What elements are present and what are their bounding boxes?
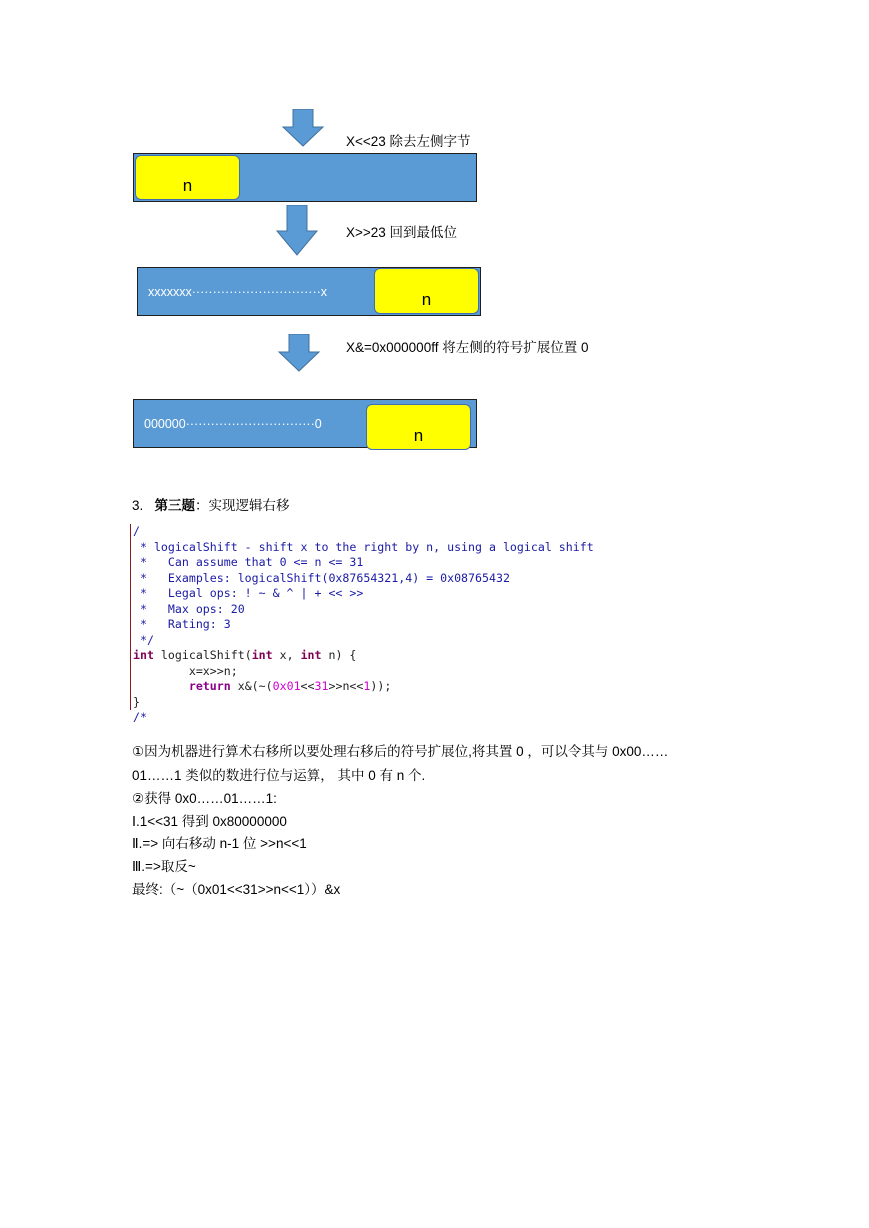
code-line: / <box>133 524 140 538</box>
explanation-line: Ⅰ.1<<31 得到 0x80000000 <box>132 814 287 829</box>
explanation-line: Ⅲ.=>取反~ <box>132 859 196 874</box>
register-bar-2 <box>137 267 481 316</box>
code-line: * logicalShift - shift x to the right by n, using a logical shift <box>133 539 594 554</box>
code-line: * Max ops: 20 <box>133 601 245 616</box>
register-bar-3 <box>133 399 477 448</box>
n-box-3: n <box>366 404 471 450</box>
section-number: 3. <box>132 498 144 513</box>
section-heading <box>132 494 290 514</box>
explanation-line: Ⅱ.=> 向右移动 n-1 位 >>n<<1 <box>132 836 307 851</box>
code-line: } <box>133 694 140 709</box>
code-line: * Can assume that 0 <= n <= 31 <box>133 555 364 569</box>
explanation-line: 最终:（~（0x01<<31>>n<<1））&x <box>132 882 341 897</box>
explanation-line: 01……1 类似的数进行位与运算， 其中 0 有 n 个. <box>132 768 426 783</box>
section-title-bold: 第三题 <box>154 498 196 513</box>
code-line: x=x>>n; <box>133 663 238 678</box>
code-line: * Legal ops: ! ~ & ^ | + << >> <box>133 586 364 600</box>
code-line: * Examples: logicalShift(0x87654321,4) = 0x08765432 <box>133 570 510 585</box>
explanation-line: ①因为机器进行算术右移所以要处理右移后的符号扩展位,将其置 0 ，可以令其与 0x00…… <box>132 744 669 759</box>
bar3-text: 000000·······························0 <box>144 417 322 431</box>
section-title-rest: ：实现逻辑右移 <box>195 498 290 513</box>
code-line: * Rating: 3 <box>133 617 231 631</box>
step1-label: X<<23 除去左侧字节 <box>346 134 471 149</box>
step3-label: X&=0x000000ff 将左侧的符号扩展位置 0 <box>346 340 589 355</box>
n-box-2: n <box>374 268 479 314</box>
bar2-text: xxxxxxx·······························x <box>148 285 328 299</box>
n-box-1: n <box>135 155 240 200</box>
code-line-return: return x&(~(0x01<<31>>n<<1)); <box>188 679 392 693</box>
step2-label: X>>23 回到最低位 <box>346 225 458 240</box>
code-line: /* <box>133 710 147 724</box>
explanation-line: ②获得 0x0……01……1: <box>132 791 277 806</box>
down-arrow-shape <box>275 205 319 257</box>
down-arrow-icon <box>281 109 325 147</box>
code-line: */ <box>133 632 154 647</box>
down-arrow-icon <box>277 334 321 372</box>
code-block <box>130 524 670 724</box>
code-line-signature: int logicalShift(int x, int n) { <box>133 648 357 662</box>
register-bar-1 <box>133 153 477 202</box>
